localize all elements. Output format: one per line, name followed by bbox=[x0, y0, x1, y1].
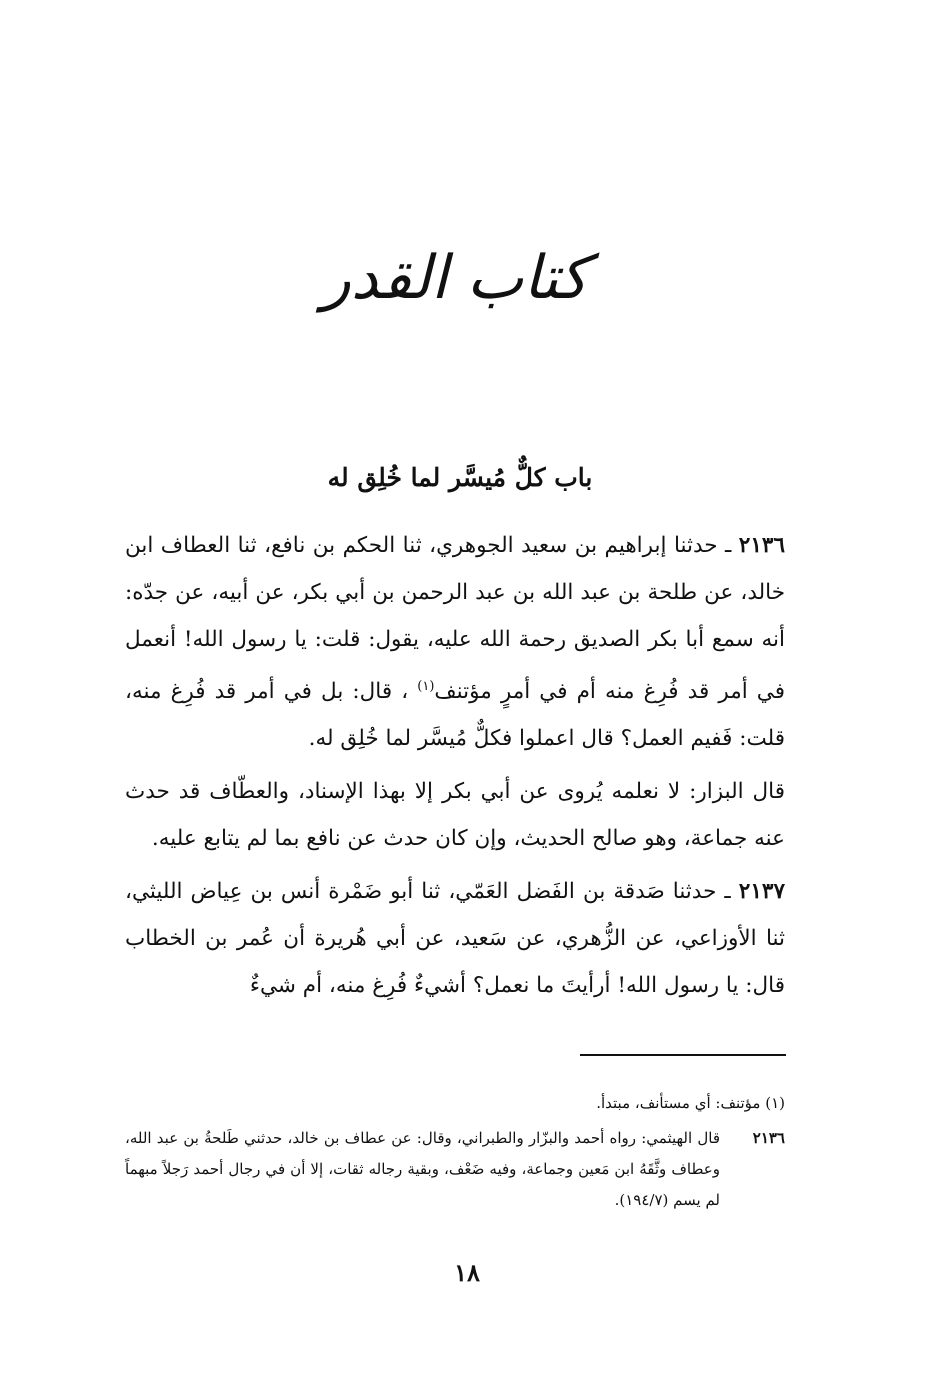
takhrij-note bbox=[125, 1123, 785, 1216]
hadith-text: ـ حدثنا إبراهيم بن سعيد الجوهري، ثنا الحكم بن نافع، ثنا العطاف ابن خالد، عن طلحة بن عبد الله بن عبد الرحمن بن أبي بكر، عن أبيه، عن جدّه: أنه سمع أبا بكر الصديق رحمة الله عليه، يقول: قلت: يا رسول الله! أنعمل في أمر قد فُرِغ منه أم في أمرٍ مؤتنف bbox=[125, 533, 785, 705]
chapter-heading: باب كلٌّ مُيسَّر لما خُلِق له bbox=[327, 463, 593, 492]
hadith-text: ـ حدثنا صَدقة بن الفَضل العَمّي، ثنا أبو ضَمْرة أنس بن عِياض الليثي، ثنا الأوزاعي، عن الزُّهري، عن سَعيد، عن أبي هُريرة أن عُمر بن الخطاب قال: يا رسول الله! أرأيتَ ما نعمل؟ أشيءٌ فُرِغ منه، أم شيءٌ bbox=[125, 879, 785, 999]
main-text bbox=[125, 522, 785, 1015]
footnote-separator bbox=[580, 1054, 786, 1056]
hadith-paragraph bbox=[125, 868, 785, 1009]
hadith-paragraph bbox=[125, 522, 785, 762]
commentary-paragraph: قال البزار: لا نعلمه يُروى عن أبي بكر إلا بهذا الإسناد، والعطّاف قد حدث عنه جماعة، وهو صالح الحديث، وإن كان حدث عن نافع بما لم يتابع عليه. bbox=[125, 779, 785, 852]
takhrij-number: ٢١٣٦ bbox=[752, 1129, 785, 1147]
page-number: ١٨ bbox=[454, 1258, 480, 1287]
hadith-number: ٢١٣٦ bbox=[738, 533, 785, 558]
takhrij-text: قال الهيثمي: رواه أحمد والبزّار والطبراني، وقال: عن عطاف بن خالد، حدثني طَلحةُ بن عبد الله، وعطاف وثَّقَهُ ابن مَعين وجماعة، وفيه ضَعْف، وبقية رجاله ثقات، إلا أن في رجال أحمد رَجلاً مبهماً لم يسم (١٩٤/٧). bbox=[125, 1129, 720, 1209]
footnote-reference: (١) bbox=[417, 679, 435, 694]
hadith-number: ٢١٣٧ bbox=[738, 879, 785, 905]
footnote-1: (١) مؤتنف: أي مستأنف، مبتدأ. bbox=[596, 1094, 785, 1112]
hadith-text: ، قال: بل في أمر قد فُرِغ منه، قلت: فَفيم العمل؟ قال اعملوا فكلٌّ مُيسَّر لما خُلِق له. bbox=[125, 679, 785, 752]
footnotes bbox=[125, 1088, 785, 1216]
book-title-calligraphy: كتاب القدر bbox=[321, 243, 589, 313]
